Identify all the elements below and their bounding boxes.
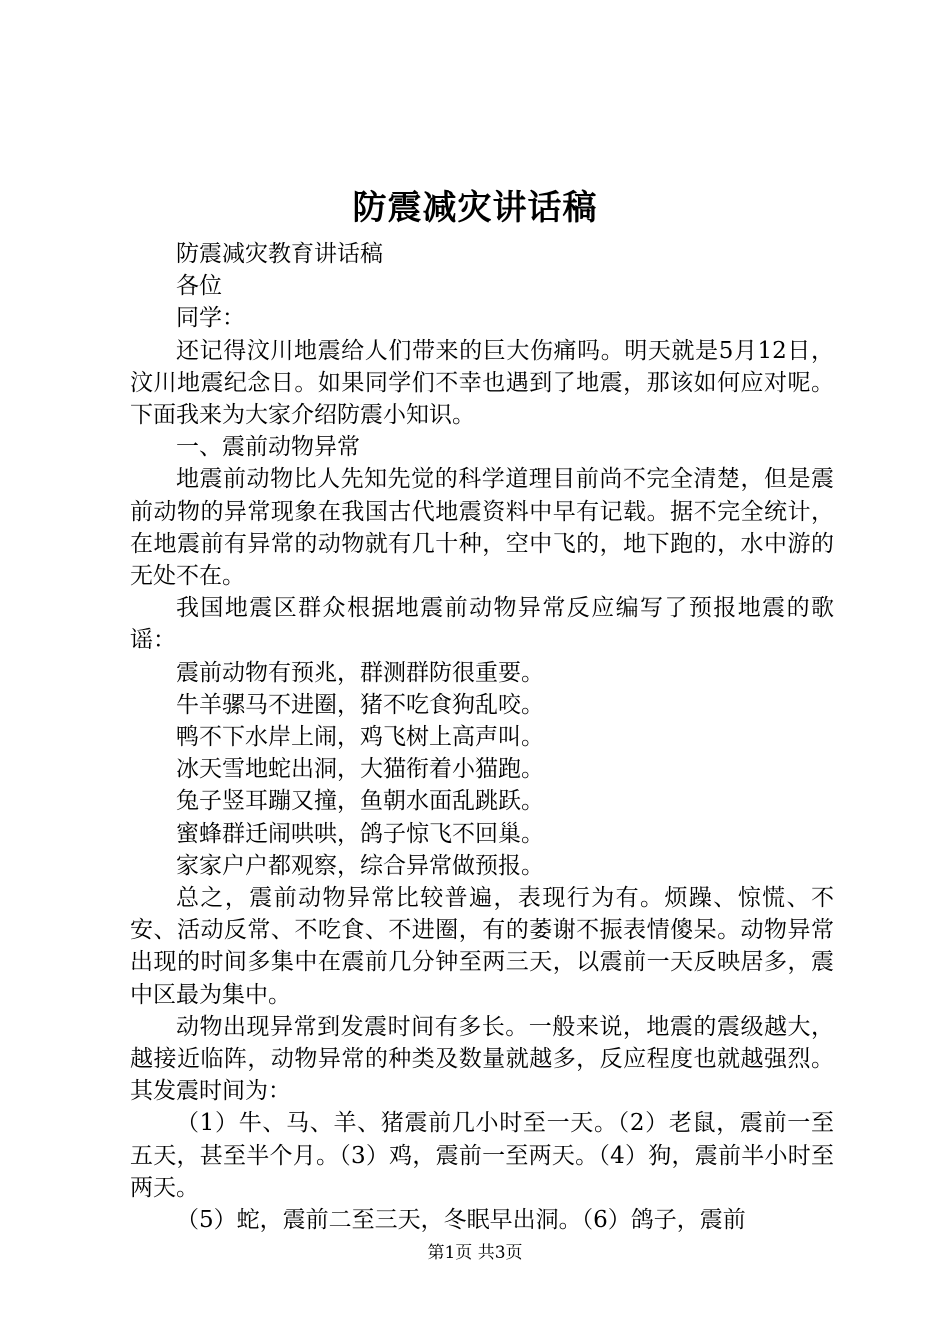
paragraph-intro: 还记得汶川地震给人们带来的巨大伤痛吗。明天就是5月12日，汶川地震纪念日。如果同学们不幸也遇到了地震，那该如何应对呢。下面我来为大家介绍防震小知识。: [130, 337, 834, 429]
verse-line: 冰天雪地蛇出洞，大猫衔着小猫跑。: [176, 756, 544, 783]
verse-line: 家家户户都观察，综合异常做预报。: [176, 852, 544, 879]
paragraph: 总之，震前动物异常比较普遍，表现行为有。烦躁、惊慌、不安、活动反常、不吃食、不进圈，有的萎谢不振表情傻呆。动物异常出现的时间多集中在震前几分钟至两三天，以震前一天反映居多，震中区最为集中。: [130, 885, 834, 1008]
paragraph: （1）牛、马、羊、猪震前几小时至一天。（2）老鼠，震前一至五天，甚至半个月。（3）鸡，震前一至两天。（4）狗，震前半小时至两天。: [130, 1110, 834, 1201]
document-title: 防震减灾讲话稿: [352, 188, 598, 228]
paragraph-salutation-1: 各位: [176, 273, 222, 300]
paragraph: 地震前动物比人先知先觉的科学道理目前尚不完全清楚，但是震前动物的异常现象在我国古代地震资料中早有记载。据不完全统计，在地震前有异常的动物就有几十种，空中飞的，地下跑的，水中游的无处不在。: [130, 466, 834, 590]
paragraph-subtitle: 防震减灾教育讲话稿: [176, 241, 383, 267]
paragraph: （5）蛇，震前二至三天，冬眠早出洞。（6）鸽子，震前: [176, 1207, 746, 1234]
verse-line: 蜜蜂群迁闹哄哄，鸽子惊飞不回巢。: [176, 820, 544, 847]
paragraph-salutation-2: 同学：: [176, 305, 245, 332]
verse-line: 兔子竖耳蹦又撞，鱼朝水面乱跳跃。: [176, 788, 544, 815]
verse-line: 牛羊骡马不进圈，猪不吃食狗乱咬。: [176, 691, 544, 718]
paragraph: 我国地震区群众根据地震前动物异常反应编写了预报地震的歌谣：: [130, 595, 834, 654]
verse-line: 震前动物有预兆，群测群防很重要。: [176, 659, 544, 686]
verse-line: 鸭不下水岸上闹，鸡飞树上高声叫。: [176, 724, 544, 751]
page-number: 第1页 共3页: [427, 1243, 523, 1263]
document-body: [130, 238, 834, 1236]
paragraph: 动物出现异常到发震时间有多长。一般来说，地震的震级越大，越接近临阵，动物异常的种类及数量就越多，反应程度也就越强烈。其发震时间为：: [130, 1013, 834, 1105]
section-heading: 一、震前动物异常: [176, 434, 360, 461]
